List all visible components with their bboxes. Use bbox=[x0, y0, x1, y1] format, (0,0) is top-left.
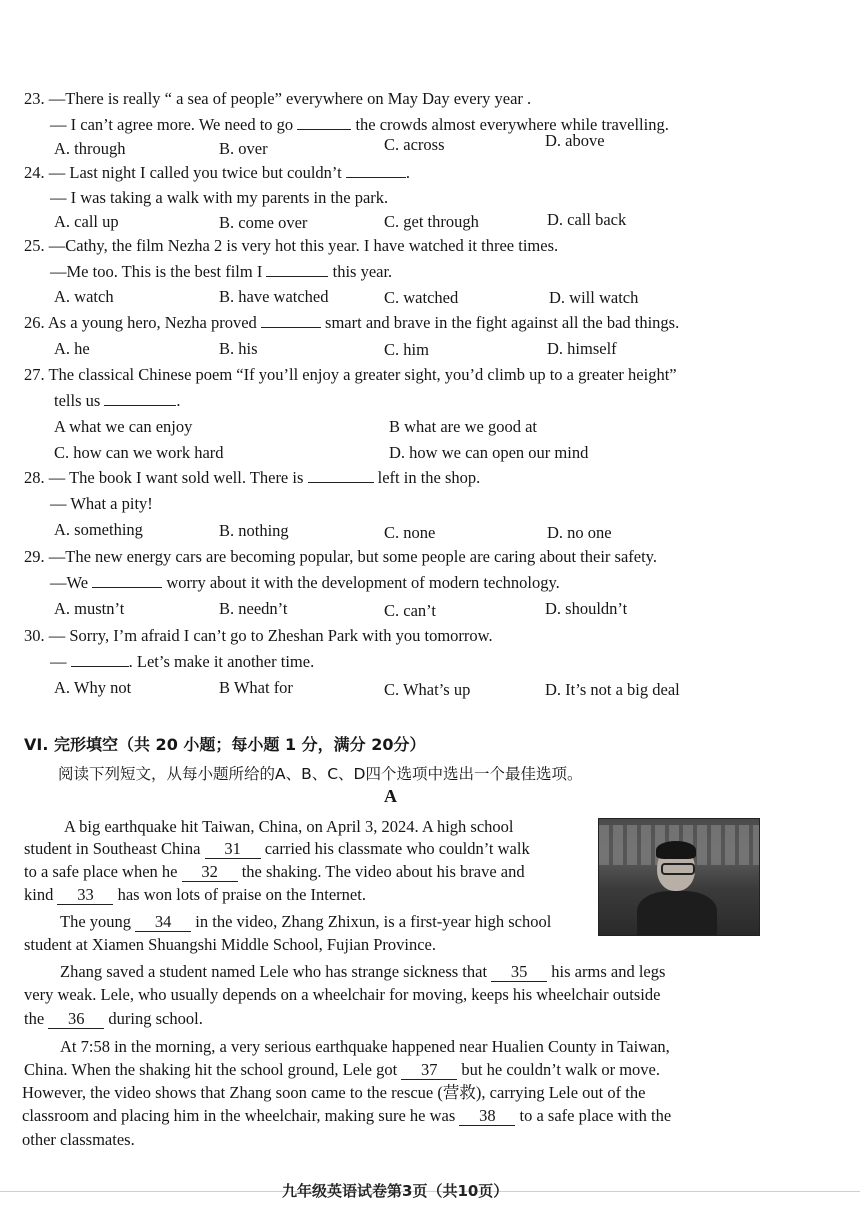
q26-option-d: D. himself bbox=[547, 339, 617, 358]
q28-option-c: C. none bbox=[384, 523, 436, 542]
q23-option-c: C. across bbox=[384, 135, 445, 154]
q30-line1: 30. — Sorry, I’m afraid I can’t go to Zheshan Park with you tomorrow. bbox=[24, 626, 493, 645]
q26-line1: 26. As a young hero, Nezha proved smart and brave in the fight against all the bad things. bbox=[24, 313, 680, 332]
q27-option-a: A what we can enjoy bbox=[54, 417, 193, 436]
student-photo bbox=[598, 818, 760, 936]
blank-35: 35 bbox=[491, 963, 547, 982]
passage-line: China. When the shaking hit the school ground, Lele got 37 but he couldn’t walk or move. bbox=[24, 1060, 660, 1079]
blank-34: 34 bbox=[135, 913, 191, 932]
section-instruction: 阅读下列短文，从每小题所给的A、B、C、D四个选项中选出一个最佳选项。 bbox=[58, 765, 583, 783]
blank-38: 38 bbox=[459, 1107, 515, 1126]
q27-line1: 27. The classical Chinese poem “If you’ll enjoy a greater sight, you’d climb up to a greater height” bbox=[24, 365, 677, 384]
q24-option-a: A. call up bbox=[54, 212, 119, 231]
q25-option-c: C. watched bbox=[384, 288, 459, 307]
q28-option-a: A. something bbox=[54, 520, 143, 539]
q26-option-b: B. his bbox=[219, 339, 258, 358]
passage-line: student in Southeast China 31 carried his classmate who couldn’t walk bbox=[24, 839, 530, 858]
passage-line: to a safe place when he 32 the shaking. The video about his brave and bbox=[24, 862, 525, 881]
passage-line: classroom and placing him in the wheelchair, making sure he was 38 to a safe place with the bbox=[22, 1106, 672, 1125]
q28-line1: 28. — The book I want sold well. There is left in the shop. bbox=[24, 468, 481, 487]
q25-line2: —Me too. This is the best film I this year. bbox=[50, 262, 393, 281]
q29-option-b: B. needn’t bbox=[219, 599, 288, 618]
passage-line: The young 34 in the video, Zhang Zhixun, is a first-year high school bbox=[60, 912, 552, 931]
q23-line2: — I can’t agree more. We need to go the crowds almost everywhere while travelling. bbox=[50, 115, 669, 134]
q24-option-d: D. call back bbox=[547, 210, 627, 229]
passage-line: kind 33 has won lots of praise on the Internet. bbox=[24, 885, 366, 904]
passage-line: Zhang saved a student named Lele who has strange sickness that 35 his arms and legs bbox=[60, 962, 666, 981]
q30-option-d: D. It’s not a big deal bbox=[545, 680, 680, 699]
q27-option-c: C. how can we work hard bbox=[54, 443, 224, 462]
q25-option-b: B. have watched bbox=[219, 287, 329, 306]
q29-line2: —We worry about it with the development of modern technology. bbox=[50, 573, 560, 592]
q27-line2: tells us . bbox=[54, 391, 181, 410]
page-footer: 九年级英语试卷第3页（共10页） bbox=[282, 1182, 509, 1200]
q29-line1: 29. —The new energy cars are becoming popular, but some people are caring about their safety. bbox=[24, 547, 657, 566]
passage-line: student at Xiamen Shuangshi Middle School, Fujian Province. bbox=[24, 935, 437, 954]
q29-option-a: A. mustn’t bbox=[54, 599, 125, 618]
q23-option-a: A. through bbox=[54, 139, 126, 158]
q23-option-d: D. above bbox=[545, 131, 605, 150]
q23-option-b: B. over bbox=[219, 139, 268, 158]
q30-option-b: B What for bbox=[219, 678, 293, 697]
q30-option-c: C. What’s up bbox=[384, 680, 471, 699]
q25-option-a: A. watch bbox=[54, 287, 114, 306]
passage-line: other classmates. bbox=[22, 1130, 135, 1149]
q29-option-c: C. can’t bbox=[384, 601, 436, 620]
q29-option-d: D. shouldn’t bbox=[545, 599, 628, 618]
q28-line2: — What a pity! bbox=[50, 494, 153, 513]
q28-option-b: B. nothing bbox=[219, 521, 289, 540]
q25-line1: 25. —Cathy, the film Nezha 2 is very hot this year. I have watched it three times. bbox=[24, 236, 559, 255]
q24-option-c: C. get through bbox=[384, 212, 479, 231]
q24-line2: — I was taking a walk with my parents in the park. bbox=[50, 188, 389, 207]
blank-32: 32 bbox=[182, 863, 238, 882]
section-title: VI. 完形填空（共 20 小题；每小题 1 分，满分 20分） bbox=[24, 735, 426, 754]
q27-option-d: D. how we can open our mind bbox=[389, 443, 589, 462]
q24-option-b: B. come over bbox=[219, 213, 308, 232]
q30-option-a: A. Why not bbox=[54, 678, 132, 697]
q24-line1: 24. — Last night I called you twice but couldn’t . bbox=[24, 163, 410, 182]
q28-option-d: D. no one bbox=[547, 523, 612, 542]
q27-option-b: B what are we good at bbox=[389, 417, 537, 436]
q23-line1: 23. —There is really “ a sea of people” everywhere on May Day every year . bbox=[24, 89, 532, 108]
passage-line: However, the video shows that Zhang soon came to the rescue (营救), carrying Lele out of the bbox=[22, 1083, 646, 1102]
q26-option-c: C. him bbox=[384, 340, 429, 359]
passage-line: the 36 during school. bbox=[24, 1009, 203, 1028]
passage-line: A big earthquake hit Taiwan, China, on April 3, 2024. A high school bbox=[64, 817, 514, 836]
passage-line: very weak. Lele, who usually depends on a wheelchair for moving, keeps his wheelchair outside bbox=[24, 985, 661, 1004]
q25-option-d: D. will watch bbox=[549, 288, 639, 307]
q30-line2: — . Let’s make it another time. bbox=[50, 652, 315, 671]
blank-37: 37 bbox=[401, 1061, 457, 1080]
blank-33: 33 bbox=[57, 886, 113, 905]
passage-line: At 7:58 in the morning, a very serious earthquake happened near Hualien County in Taiwan, bbox=[60, 1037, 670, 1056]
blank-31: 31 bbox=[205, 840, 261, 859]
blank-36: 36 bbox=[48, 1010, 104, 1029]
q26-option-a: A. he bbox=[54, 339, 90, 358]
passage-label: A bbox=[384, 786, 397, 806]
